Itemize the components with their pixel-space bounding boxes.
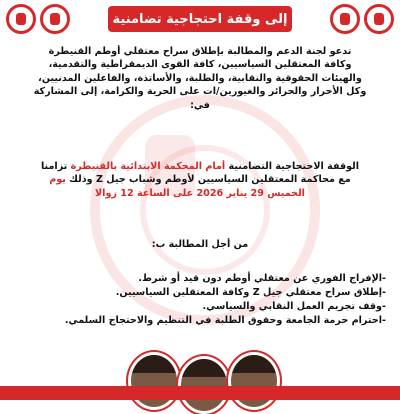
event-line	[14, 173, 386, 186]
poster-title: إلى وقفة احتجاجية تضامنية	[108, 6, 292, 32]
demands-list	[14, 272, 386, 328]
fist-emblem-icon	[40, 4, 70, 34]
demand-item: -الإفراج الفوري عن معتقلي أوطم دون قيد أو شرط.	[138, 273, 386, 284]
fist-emblem-icon	[330, 4, 360, 34]
demand-item: -احترام حرمة الجامعة وحقوق الطلبة في التنظيم والاحتجاج السلمي.	[64, 315, 386, 326]
event-location: أمام المحكمة الابتدائية بالقنيطرة	[70, 161, 226, 172]
detainee-photo	[178, 356, 230, 414]
event-details	[14, 160, 386, 200]
event-text: مع محاكمة المعتقلين السياسيين لأوطم وشباب جيل Z وذلك	[65, 174, 351, 186]
intro-paragraph	[14, 45, 386, 112]
intro-line: والهيئات الحقوقية والنقابية، والطلبة، والأساتذة، والفاعلين المدنيين،	[38, 72, 362, 84]
intro-line: وكافة المعتقلين السياسيين، كافة القوى الديمقراطية والتقدمية،	[48, 59, 352, 71]
fist-emblem-icon	[364, 4, 394, 34]
intro-line: تدعو لجنة الدعم والمطالبة بإطلاق سراح معتقلي أوطم القنيطرة	[48, 46, 352, 57]
event-line	[14, 160, 386, 173]
demands-heading: من أجل المطالبة ب:	[151, 239, 249, 250]
event-day-label: يوم	[49, 174, 66, 186]
fist-emblem-icon	[6, 4, 36, 34]
detainee-photo	[228, 352, 280, 410]
footer-bar	[0, 386, 400, 400]
intro-line: وكل الأحرار والحرائر والغيورين/ات على الحرية والكرامة، إلى المشاركة	[33, 86, 367, 98]
event-type: الوقفة الاحتجاجية التضامنية	[225, 161, 360, 172]
demand-item: -إطلاق سراح معتقلي جيل Z وكافة المعتقلين السياسيين.	[115, 287, 386, 298]
detainee-photo	[128, 352, 180, 410]
event-text: تزامنا	[40, 161, 71, 172]
intro-line: في:	[190, 99, 210, 111]
demand-item: -وقف تجريم العمل النقابي والسياسي.	[202, 301, 386, 312]
event-date-time: الخميس 29 يناير 2026 على الساعة 12 زوالا	[95, 187, 305, 199]
